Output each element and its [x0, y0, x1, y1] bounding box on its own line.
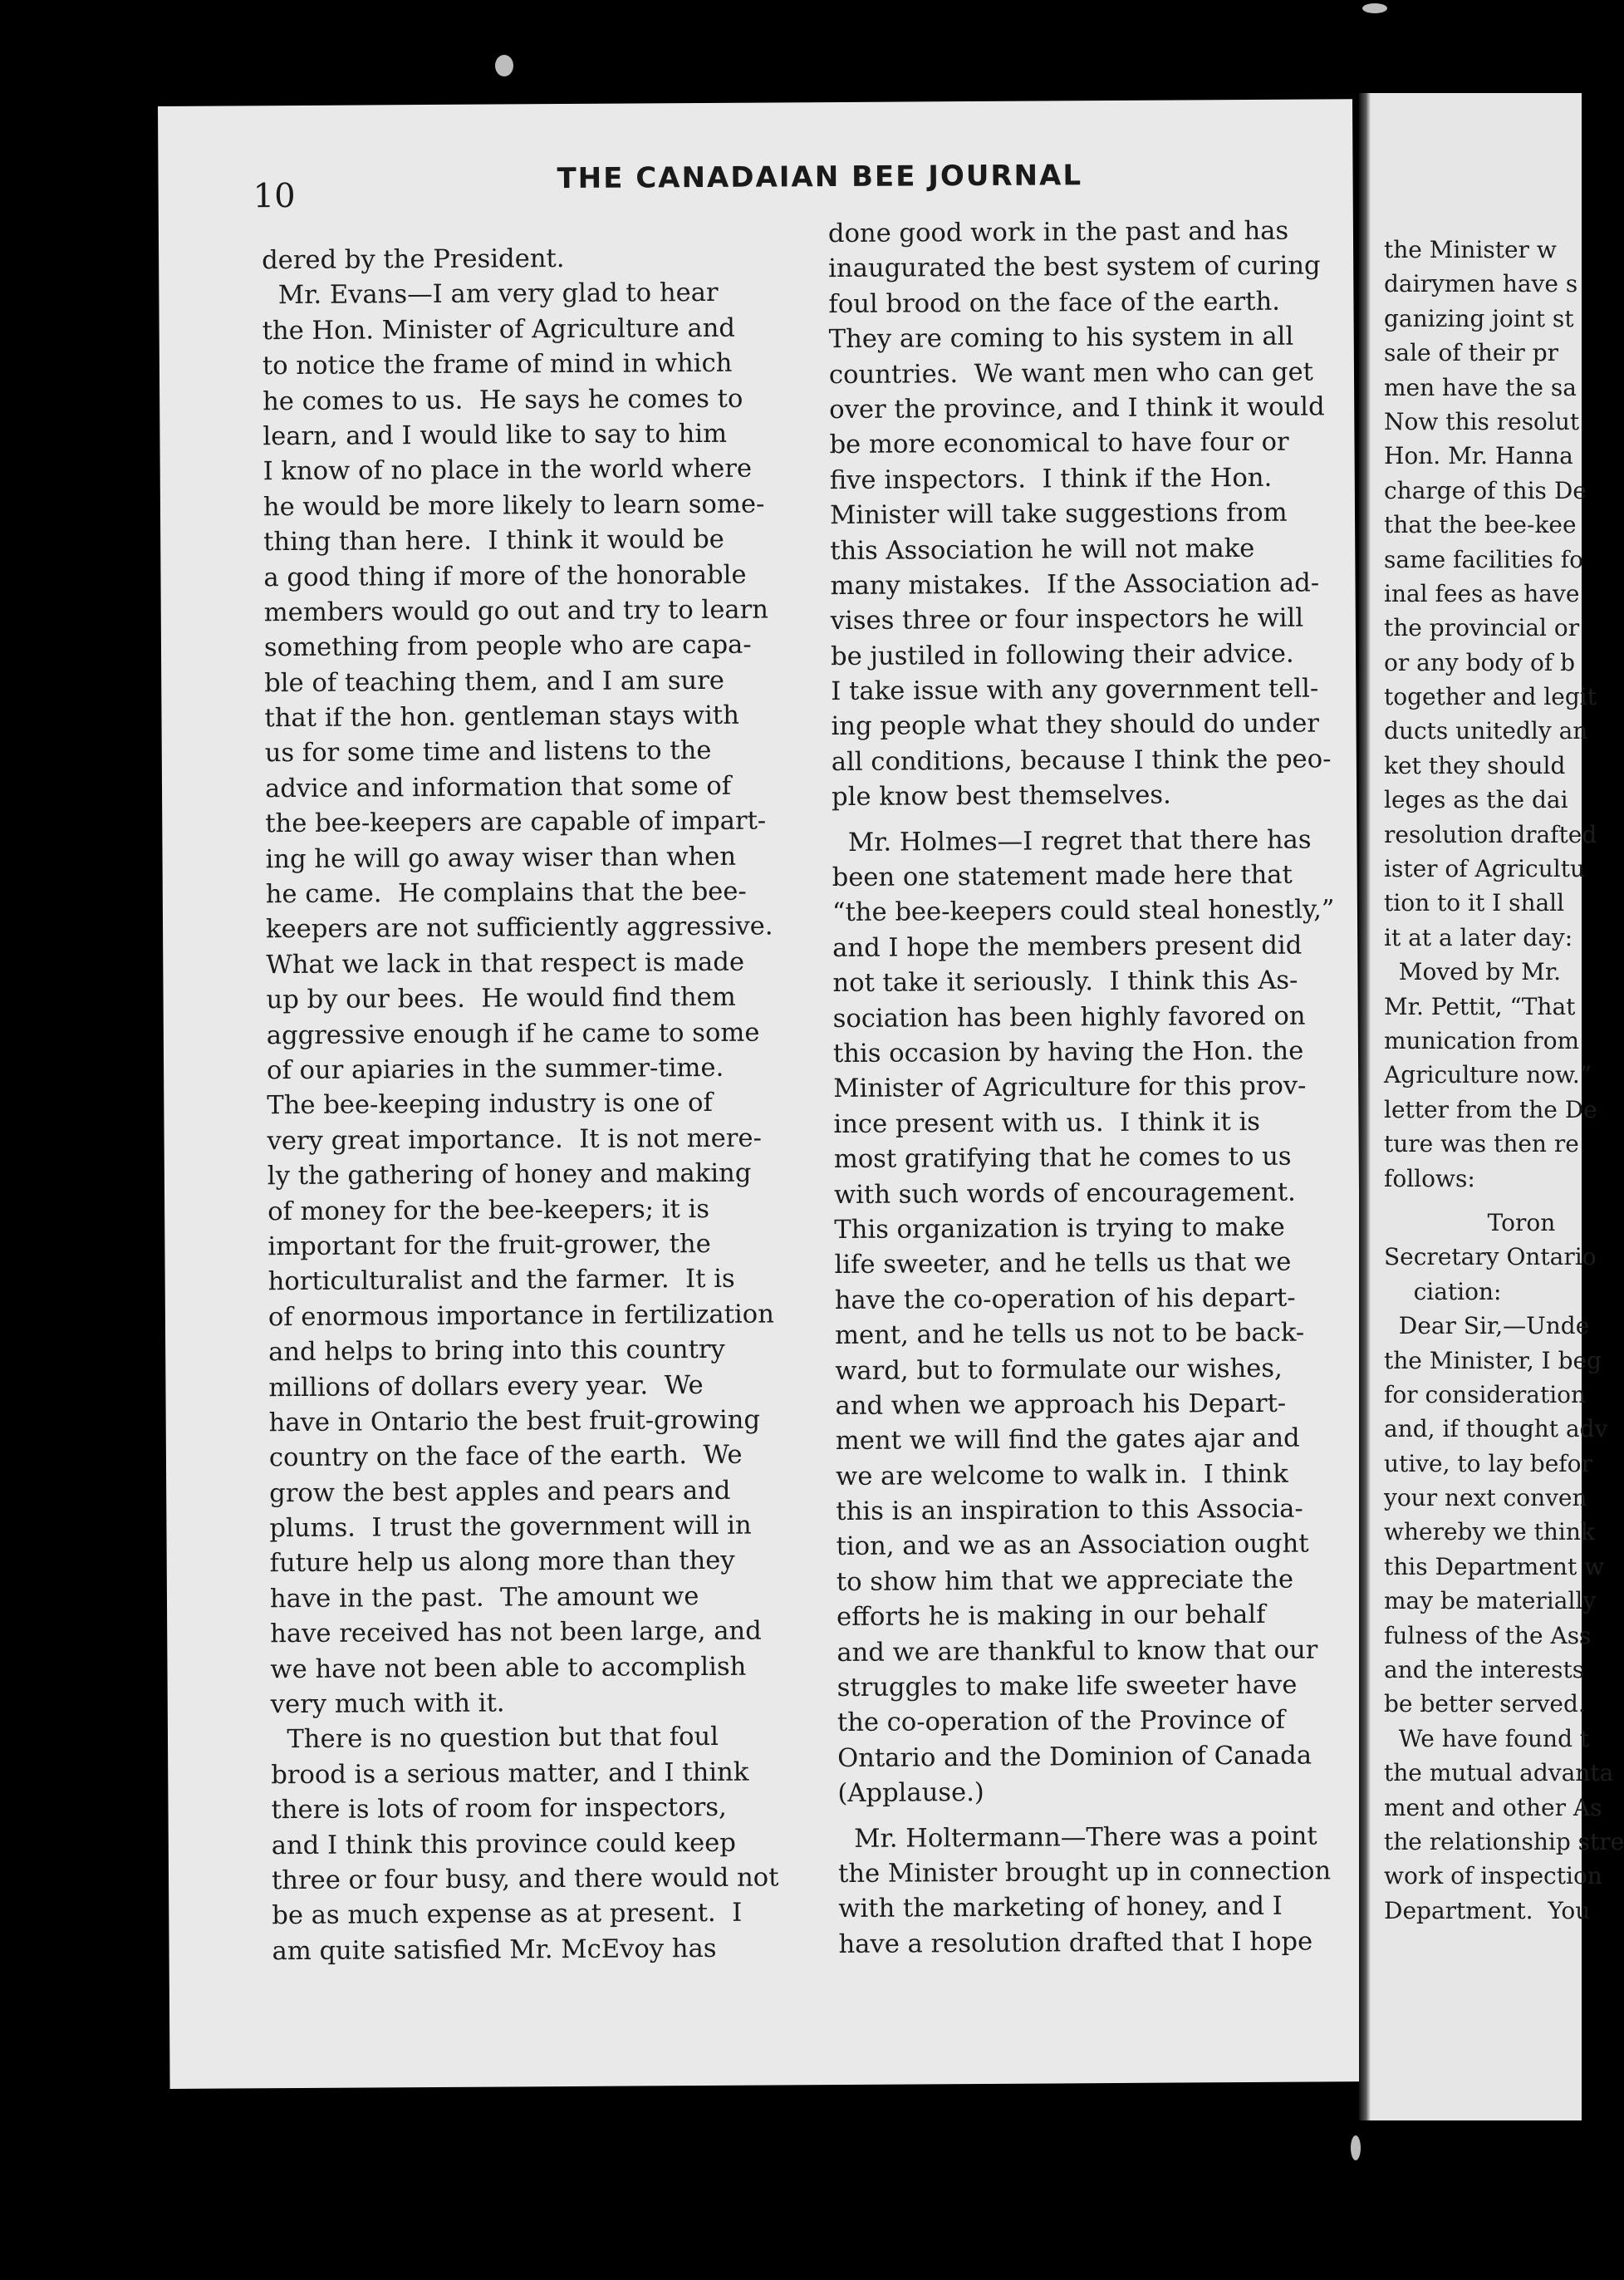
text-column-3 [1384, 233, 1624, 1928]
text-line: brood is a serious matter, and I think [271, 1757, 749, 1791]
text-line: ple know best themselves. [831, 780, 1171, 813]
text-line: sociation has been highly favored on [832, 1001, 1306, 1034]
text-line: Secretary Ontario [1384, 1243, 1597, 1271]
text-line: three or four busy, and there would not [271, 1863, 779, 1896]
text-line: over the province, and I think it would [829, 392, 1325, 425]
right-page [1359, 93, 1624, 2120]
text-line: future help us along more than they [269, 1546, 735, 1579]
text-line: country on the face of the earth. We [268, 1441, 743, 1473]
text-line: it at a later day: [1384, 923, 1573, 951]
text-line: five inspectors. I think if the Hon. [829, 463, 1273, 495]
text-line: countries. We want men who can get [828, 357, 1314, 390]
text-line: men have the sa [1384, 373, 1577, 401]
text-line: may be materially [1384, 1587, 1597, 1615]
text-line: tion, and we as an Association ought [836, 1530, 1309, 1562]
text-line: the mutual advanta [1384, 1759, 1614, 1787]
text-line: and I think this province could keep [271, 1828, 736, 1860]
text-line: ward, but to formulate our wishes, [835, 1354, 1283, 1386]
text-line: millions of dollars every year. We [268, 1370, 704, 1403]
text-line: this Association he will not make [830, 533, 1255, 566]
scan-speck [495, 55, 513, 76]
text-line: leges as the dai [1384, 786, 1568, 814]
text-line: ket they should [1384, 751, 1566, 779]
text-line: that if the hon. gentleman stays with [264, 700, 739, 734]
text-line: I know of no place in the world where [262, 454, 753, 487]
text-line: charge of this De [1384, 476, 1587, 504]
text-line: and I hope the members present did [832, 931, 1303, 963]
text-line: he would be more likely to learn some- [262, 489, 765, 522]
text-line: Mr. Holtermann—There was a point [837, 1821, 1317, 1854]
text-line: this occasion by having the Hon. the [832, 1036, 1304, 1069]
text-line: and when we approach his Depart- [835, 1388, 1287, 1421]
text-line: we are welcome to walk in. I think [835, 1459, 1288, 1491]
text-line: that the bee-kee [1384, 511, 1577, 539]
text-line: Mr. Evans—I am very glad to hear [262, 278, 719, 311]
text-line: “the bee-keepers could steal honestly,” [832, 895, 1335, 928]
text-line: Minister of Agriculture for this prov- [833, 1071, 1307, 1104]
text-line: ducts unitedly an [1384, 717, 1588, 745]
text-line: We have found t [1384, 1724, 1590, 1752]
text-line: be justiled in following their advice. [830, 639, 1294, 671]
text-line: Agriculture now.” [1384, 1061, 1592, 1089]
text-line: and we are thankful to know that our [837, 1635, 1318, 1668]
book-gutter [1359, 93, 1371, 2120]
text-line: ment and other As [1384, 1793, 1602, 1821]
text-line: This organization is trying to make [834, 1212, 1285, 1245]
text-line: have the co-operation of his depart- [834, 1283, 1296, 1315]
text-line: whereby we think [1384, 1518, 1595, 1546]
text-line: Department. You [1384, 1896, 1591, 1924]
text-line: there is lots of room for inspectors, [271, 1793, 727, 1825]
text-line: important for the fruit-grower, the [267, 1229, 711, 1262]
text-line: or any body of b [1384, 648, 1576, 676]
text-line: ment, and he tells us not to be back- [834, 1318, 1305, 1351]
text-line: Minister will take suggestions from [829, 498, 1288, 531]
text-line: have received has not been large, and [270, 1616, 762, 1649]
text-line: ture was then re [1384, 1130, 1579, 1158]
text-line: the Minister, I beg [1384, 1346, 1602, 1374]
text-line: this Department w [1384, 1552, 1605, 1580]
text-column-2 [828, 214, 1337, 1963]
text-line: munication from [1384, 1026, 1580, 1054]
text-line: the bee-keepers are capable of impart- [265, 806, 767, 839]
text-line: the relationship stre [1384, 1827, 1624, 1855]
text-line: Toron [1384, 1208, 1556, 1236]
text-line: he came. He complains that the bee- [265, 877, 747, 910]
text-line: tion to it I shall [1384, 889, 1565, 917]
text-line: advice and information that some of [264, 771, 732, 804]
text-line: aggressive enough if he came to some [266, 1018, 760, 1050]
text-line: members would go out and try to learn [263, 595, 769, 628]
text-line: of enormous importance in fertilization [267, 1300, 774, 1332]
text-line: struggles to make life sweeter have [837, 1670, 1298, 1703]
text-line: ing he will go away wiser than when [265, 842, 737, 874]
text-line: of our apiaries in the summer-time. [266, 1053, 724, 1086]
page-number: 10 [253, 176, 296, 216]
text-line: with the marketing of honey, and I [838, 1892, 1283, 1924]
text-line: all conditions, because I think the peo- [831, 744, 1332, 777]
text-line: keepers are not sufficiently aggressive. [265, 912, 773, 945]
text-line: us for some time and listens to the [264, 736, 712, 769]
text-line: been one statement made here that [832, 860, 1293, 893]
text-line: inaugurated the best system of curing [828, 251, 1321, 284]
text-line: be more economical to have four or [829, 428, 1289, 460]
text-line: fulness of the Ass [1384, 1621, 1592, 1649]
text-line: up by our bees. He would find them [266, 982, 736, 1015]
text-line: your next conven [1384, 1484, 1587, 1512]
text-line: the provincial or [1384, 614, 1580, 642]
text-line: What we lack in that respect is made [266, 947, 745, 980]
text-line: life sweeter, and he tells us that we [834, 1248, 1292, 1280]
text-line: together and legit [1384, 683, 1597, 711]
text-line: dairymen have s [1384, 270, 1578, 298]
left-page [158, 99, 1365, 2089]
text-line: many mistakes. If the Association ad- [830, 568, 1320, 601]
scan-speck [1362, 3, 1387, 13]
text-line: be as much expense as at present. I [272, 1899, 743, 1931]
text-line: same facilities fo [1384, 545, 1583, 573]
scan-speck [1351, 2135, 1361, 2160]
text-line: follows: [1384, 1164, 1475, 1192]
text-line: Dear Sir,—Unde [1384, 1312, 1590, 1340]
text-line: and the interests [1384, 1656, 1585, 1684]
text-line: be better served. [1384, 1690, 1586, 1718]
text-line: resolution drafted [1384, 820, 1597, 848]
text-line: and, if thought adv [1384, 1415, 1608, 1443]
text-line: ment we will find the gates ajar and [835, 1423, 1300, 1457]
text-line: work of inspection [1384, 1862, 1602, 1890]
text-line: a good thing if more of the honorable [263, 560, 747, 592]
text-line: for consideration [1384, 1380, 1587, 1408]
text-line: ble of teaching them, and I am sure [264, 666, 725, 698]
text-line: utive, to lay befor [1384, 1449, 1592, 1477]
paragraph-gap [1384, 1196, 1600, 1206]
text-line: grow the best apples and pears and [269, 1476, 731, 1508]
text-line: inal fees as have [1384, 579, 1580, 607]
text-line: ister of Agricultu [1384, 855, 1585, 883]
text-line: have in the past. The amount we [269, 1581, 699, 1614]
text-line: to notice the frame of mind in which [262, 348, 733, 381]
text-line: (Applause.) [837, 1778, 984, 1809]
text-line: most gratifying that he comes to us [833, 1142, 1292, 1175]
text-line: Ontario and the Dominion of Canada [837, 1741, 1312, 1773]
text-line: learn, and I would like to say to him [262, 419, 728, 452]
text-line: of money for the bee-keepers; it is [267, 1194, 710, 1226]
text-line: ing people what they should do under [831, 709, 1320, 742]
text-line: something from people who are capa- [263, 630, 752, 663]
text-line: the Minister w [1384, 236, 1557, 263]
text-line: vises three or four inspectors he will [830, 603, 1304, 636]
text-line: with such words of encouragement. [833, 1177, 1296, 1210]
text-line: this is an inspiration to this Associa- [836, 1494, 1303, 1527]
text-line: Hon. Mr. Hanna [1384, 442, 1573, 470]
text-line: the Hon. Minister of Agriculture and [262, 313, 736, 346]
text-line: done good work in the past and has [827, 216, 1289, 249]
text-line: ciation: [1384, 1277, 1502, 1305]
text-line: ince present with us. I think it is [833, 1107, 1261, 1139]
text-line: sale of their pr [1384, 339, 1559, 367]
text-line: very much with it. [270, 1688, 505, 1720]
text-line: foul brood on the face of the earth. [828, 287, 1281, 319]
text-line: ly the gathering of honey and making [267, 1158, 752, 1192]
text-line: plums. I trust the government will in [269, 1511, 752, 1544]
text-line: the Minister brought up in connection [837, 1856, 1332, 1889]
text-line: Mr. Holmes—I regret that there has [832, 825, 1312, 857]
text-line: the co-operation of the Province of [837, 1706, 1286, 1738]
text-line: I take issue with any government tell- [831, 674, 1319, 707]
text-line: he comes to us. He says he comes to [262, 384, 743, 416]
text-line: Now this resolut [1384, 407, 1580, 435]
text-line: very great importance. It is not mere- [267, 1123, 763, 1156]
text-line: efforts he is making in our behalf [837, 1600, 1266, 1633]
text-line: The bee-keeping industry is one of [267, 1088, 713, 1121]
text-line: ganizing joint st [1384, 304, 1574, 332]
running-head: THE CANADAIAN BEE JOURNAL [557, 159, 1083, 196]
text-line: thing than here. I think it would be [263, 524, 724, 558]
text-line: not take it seriously. I think this As- [832, 966, 1298, 999]
text-line: have in Ontario the best fruit-growing [268, 1405, 761, 1438]
text-line: Mr. Pettit, “That [1384, 992, 1576, 1020]
text-line: There is no question but that foul [270, 1722, 719, 1755]
text-line: dered by the President. [262, 244, 565, 276]
text-line: have a resolution drafted that I hope [838, 1927, 1313, 1959]
text-line: we have not been able to accomplish [270, 1652, 747, 1684]
text-line: They are coming to his system in all [828, 322, 1294, 355]
text-line: Moved by Mr. [1384, 958, 1562, 986]
text-line: to show him that we appreciate the [836, 1565, 1294, 1597]
text-line: letter from the De [1384, 1095, 1597, 1123]
text-line: and helps to bring into this country [268, 1334, 725, 1368]
text-line: am quite satisfied Mr. McEvoy has [272, 1934, 717, 1966]
text-line: horticulturalist and the farmer. It is [267, 1265, 735, 1297]
text-column-1 [262, 240, 804, 1969]
